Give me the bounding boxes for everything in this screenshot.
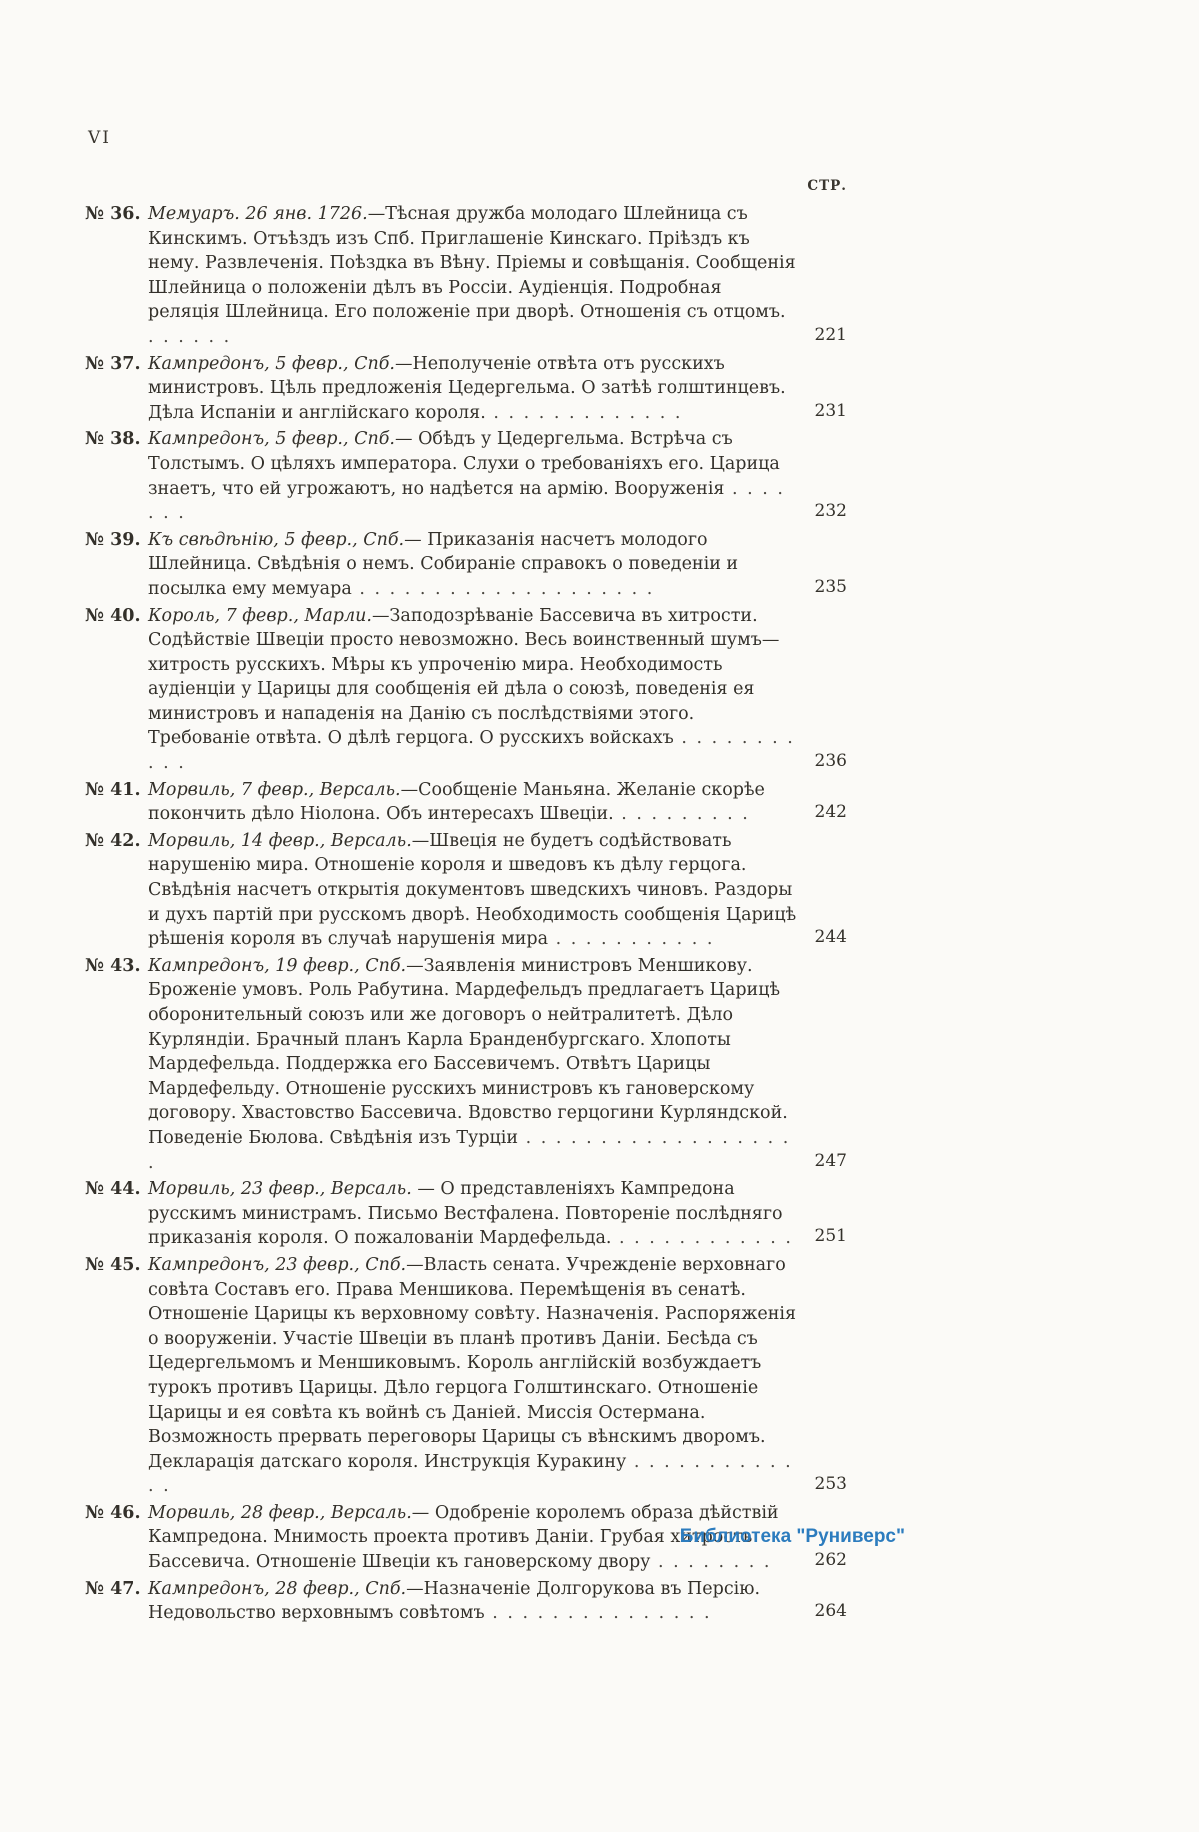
entry-page-number: 247 xyxy=(814,1150,847,1171)
entry-title: Кампредонъ, 28 февр., Спб. xyxy=(148,1578,407,1599)
entry-page-number: 251 xyxy=(814,1226,847,1247)
dot-leaders: . . . . . . . . . . . . . . . . . . . xyxy=(148,1127,791,1173)
entry-number: № 36. xyxy=(85,204,141,224)
entry-page-number: 244 xyxy=(814,927,847,948)
toc-entry xyxy=(85,352,847,426)
entry-text xyxy=(148,1177,847,1251)
entry-text xyxy=(148,954,847,1175)
dot-leaders: . . . . . . . . . . . . . xyxy=(485,402,683,423)
entry-description: —Швеція не будетъ содѣйствовать нарушенію мира. Отношеніе короля и шведовъ къ дѣлу герцога. Свѣдѣнія насчетъ открытія документовъ шведскихъ чиновъ. Раздоры и духъ партій при русскомъ дворѣ. Необходимость сообщенія Царицѣ рѣшенія короля въ случаѣ нарушенія мира xyxy=(148,830,797,950)
toc-entry xyxy=(85,778,847,827)
toc-entry xyxy=(85,954,847,1175)
entry-description: —Власть сената. Учрежденіе верховнаго совѣта Составъ его. Права Меншикова. Перемѣщенія въ сенатѣ. Отношеніе Царицы къ верховному совѣту. Назначенія. Распоряженія о вооруженіи. Участіе Швеціи въ планѣ противъ Даніи. Бесѣда съ Цедергельмомъ и Меншиковымъ. Король англійскій возбуждаетъ турокъ противъ Царицы. Дѣло герцога Голштинскаго. Отношеніе Царицы и ея совѣта къ войнѣ съ Даніей. Миссія Остермана. Возможность прервать переговоры Царицы съ вѣнскимъ дворомъ. Декларація датскаго короля. Инструкція Куракину xyxy=(148,1254,797,1472)
dot-leaders: . . . . . . . . . . . . . xyxy=(148,1451,793,1497)
dot-leaders: . . . . . . . . . xyxy=(613,804,750,825)
entry-title: Морвиль, 28 февр., Версаль. xyxy=(148,1502,412,1523)
entry-page-number: 236 xyxy=(814,751,847,772)
dot-leaders: . . . . . . . . . . . . . . . xyxy=(484,1603,712,1624)
toc-entry xyxy=(85,528,847,602)
entry-text xyxy=(148,202,847,350)
dot-leaders: . . . . . . . . . . . . . . . . . . . . xyxy=(351,578,655,599)
entry-page-number: 253 xyxy=(814,1474,847,1495)
entry-page-number: 231 xyxy=(814,400,847,421)
dot-leaders: . . . . . . . . . . . xyxy=(548,929,715,950)
entry-number: № 47. xyxy=(85,1578,141,1599)
entry-page-number: 262 xyxy=(814,1550,847,1571)
entry-number: № 45. xyxy=(85,1254,141,1275)
dot-leaders: . . . . . . . . . . . . xyxy=(611,1228,793,1249)
entry-page-number: 232 xyxy=(814,501,847,522)
entry-description: — Приказанія насчетъ молодого Шлейница. Свѣдѣнія о немъ. Собираніе справокъ о поведеніи и посылка ему мемуара xyxy=(148,529,739,599)
toc-entry xyxy=(85,427,847,525)
dot-leaders: . . . . . . . . . . . xyxy=(148,728,795,774)
entry-description: —Тѣсная дружба молодаго Шлейница съ Кинскимъ. Отъѣздъ изъ Спб. Приглашеніе Кинскаго. Пріѣздъ къ нему. Развлеченія. Поѣздка въ Вѣну. Пріемы и совѣщанія. Сообщенія Шлейница о положеніи дѣлъ въ Россіи. Аудіенція. Подробная реляція Шлейница. Его положеніе при дворѣ. Отношенія съ отцомъ. xyxy=(148,204,796,323)
entry-number: № 40. xyxy=(85,605,141,626)
entry-title: Кампредонъ, 23 февр., Спб. xyxy=(148,1254,407,1275)
library-watermark: Библиотека "Руниверс" xyxy=(679,1526,905,1547)
entry-description: — О представленіяхъ Кампредона русскимъ министрамъ. Письмо Вестфалена. Повтореніе послѣдняго приказанія короля. О пожалованіи Мардефельда. xyxy=(148,1179,783,1249)
entry-text xyxy=(148,778,847,827)
entry-text xyxy=(148,528,847,602)
entry-number: № 42. xyxy=(85,830,141,851)
entry-title: Кампредонъ, 19 февр., Спб. xyxy=(148,955,407,976)
entry-description: —Заподозрѣваніе Бассевича въ хитрости. Содѣйствіе Швеціи просто невозможно. Весь воинственный шумъ—хитрость русскихъ. Мѣры къ упроченію мира. Необходимость аудіенціи у Царицы для сообщенія ей дѣла о союзѣ, поведенія ея министровъ и нападенія на Данію съ послѣдствіями этого. Требованіе отвѣта. О дѣлѣ герцога. О русскихъ войскахъ xyxy=(148,605,780,749)
dot-leaders: . . . . . . . . xyxy=(650,1552,772,1573)
entry-description: —Заявленія министровъ Меншикову. Броженіе умовъ. Роль Рабутина. Мардефельдъ предлагаетъ Царицѣ оборонительный союзъ или же договоръ о нейтралитетѣ. Дѣло Курляндіи. Брачный планъ Карла Бранденбургскаго. Хлопоты Мардефельда. Поддержка его Бассевичемъ. Отвѣтъ Царицы Мардефельду. Отношеніе русскихъ министровъ къ гановерскому договору. Хвастовство Бассевича. Вдовство герцогини Курляндской. Поведеніе Бюлова. Свѣдѣнія изъ Турціи xyxy=(148,955,788,1148)
toc-entry xyxy=(85,604,847,776)
toc-entry xyxy=(85,1253,847,1499)
toc-entry xyxy=(85,1177,847,1251)
entry-description: — Обѣдъ у Цедергельма. Встрѣча съ Толстымъ. О цѣляхъ императора. Слухи о требованіяхъ его. Царица знаетъ, что ей угрожаютъ, но надѣется на армію. Вооруженія xyxy=(148,429,780,499)
entry-text xyxy=(148,352,847,426)
toc-list xyxy=(85,202,847,1628)
toc-entry xyxy=(85,202,847,350)
entry-title: Морвиль, 14 февр., Версаль. xyxy=(148,830,412,851)
entry-page-number: 242 xyxy=(814,802,847,823)
entry-page-number: 235 xyxy=(814,576,847,597)
entry-title: Кампредонъ, 5 февр., Спб. xyxy=(148,353,395,374)
entry-description: —Назначеніе Долгорукова въ Персію. Недовольство верховнымъ совѣтомъ xyxy=(148,1578,761,1624)
entry-title: Морвиль, 7 февр., Версаль. xyxy=(148,779,401,800)
entry-description: — Одобреніе королемъ образа дѣйствій Кампредона. Мнимость проекта противъ Даніи. Грубая хитрость Бассевича. Отношеніе Швеціи къ гановерскому двору xyxy=(148,1502,779,1573)
toc-entry xyxy=(85,829,847,952)
entry-page-number: 264 xyxy=(814,1601,847,1622)
dot-leaders: . . . . . . . xyxy=(148,478,785,524)
entry-number: № 46. xyxy=(85,1502,141,1523)
entry-description: —Сообщеніе Маньяна. Желаніе скорѣе покончить дѣло Ніолона. Объ интересахъ Швеціи. xyxy=(148,779,765,825)
toc-entry xyxy=(85,1577,847,1626)
entry-text xyxy=(148,829,847,952)
dot-leaders: . . . . . . xyxy=(148,326,232,347)
entry-text xyxy=(148,604,847,776)
entry-title: Мемуаръ. 26 янв. 1726. xyxy=(148,204,368,224)
entry-text xyxy=(148,427,847,525)
folio-number: VI xyxy=(88,128,111,148)
entry-number: № 43. xyxy=(85,955,141,976)
entry-title: Морвиль, 23 февр., Версаль. xyxy=(148,1179,412,1200)
entry-number: № 38. xyxy=(85,429,141,450)
page-column-header: СТР. xyxy=(807,178,847,194)
entry-text xyxy=(148,1253,847,1499)
entry-page-number: 221 xyxy=(814,324,847,345)
entry-number: № 37. xyxy=(85,353,141,374)
entry-text xyxy=(148,1577,847,1626)
entry-title: Король, 7 февр., Марли. xyxy=(148,605,372,626)
entry-description: —Неполученіе отвѣта отъ русскихъ министровъ. Цѣль предложенія Цедергельма. О затѣѣ голштинцевъ. Дѣла Испаніи и англійскаго короля. xyxy=(148,353,786,423)
entry-number: № 39. xyxy=(85,529,141,550)
entry-title: Кампредонъ, 5 февр., Спб. xyxy=(148,429,395,450)
entry-number: № 44. xyxy=(85,1179,141,1200)
entry-number: № 41. xyxy=(85,779,141,800)
entry-title: Къ свѣдѣнію, 5 февр., Спб. xyxy=(148,529,405,550)
